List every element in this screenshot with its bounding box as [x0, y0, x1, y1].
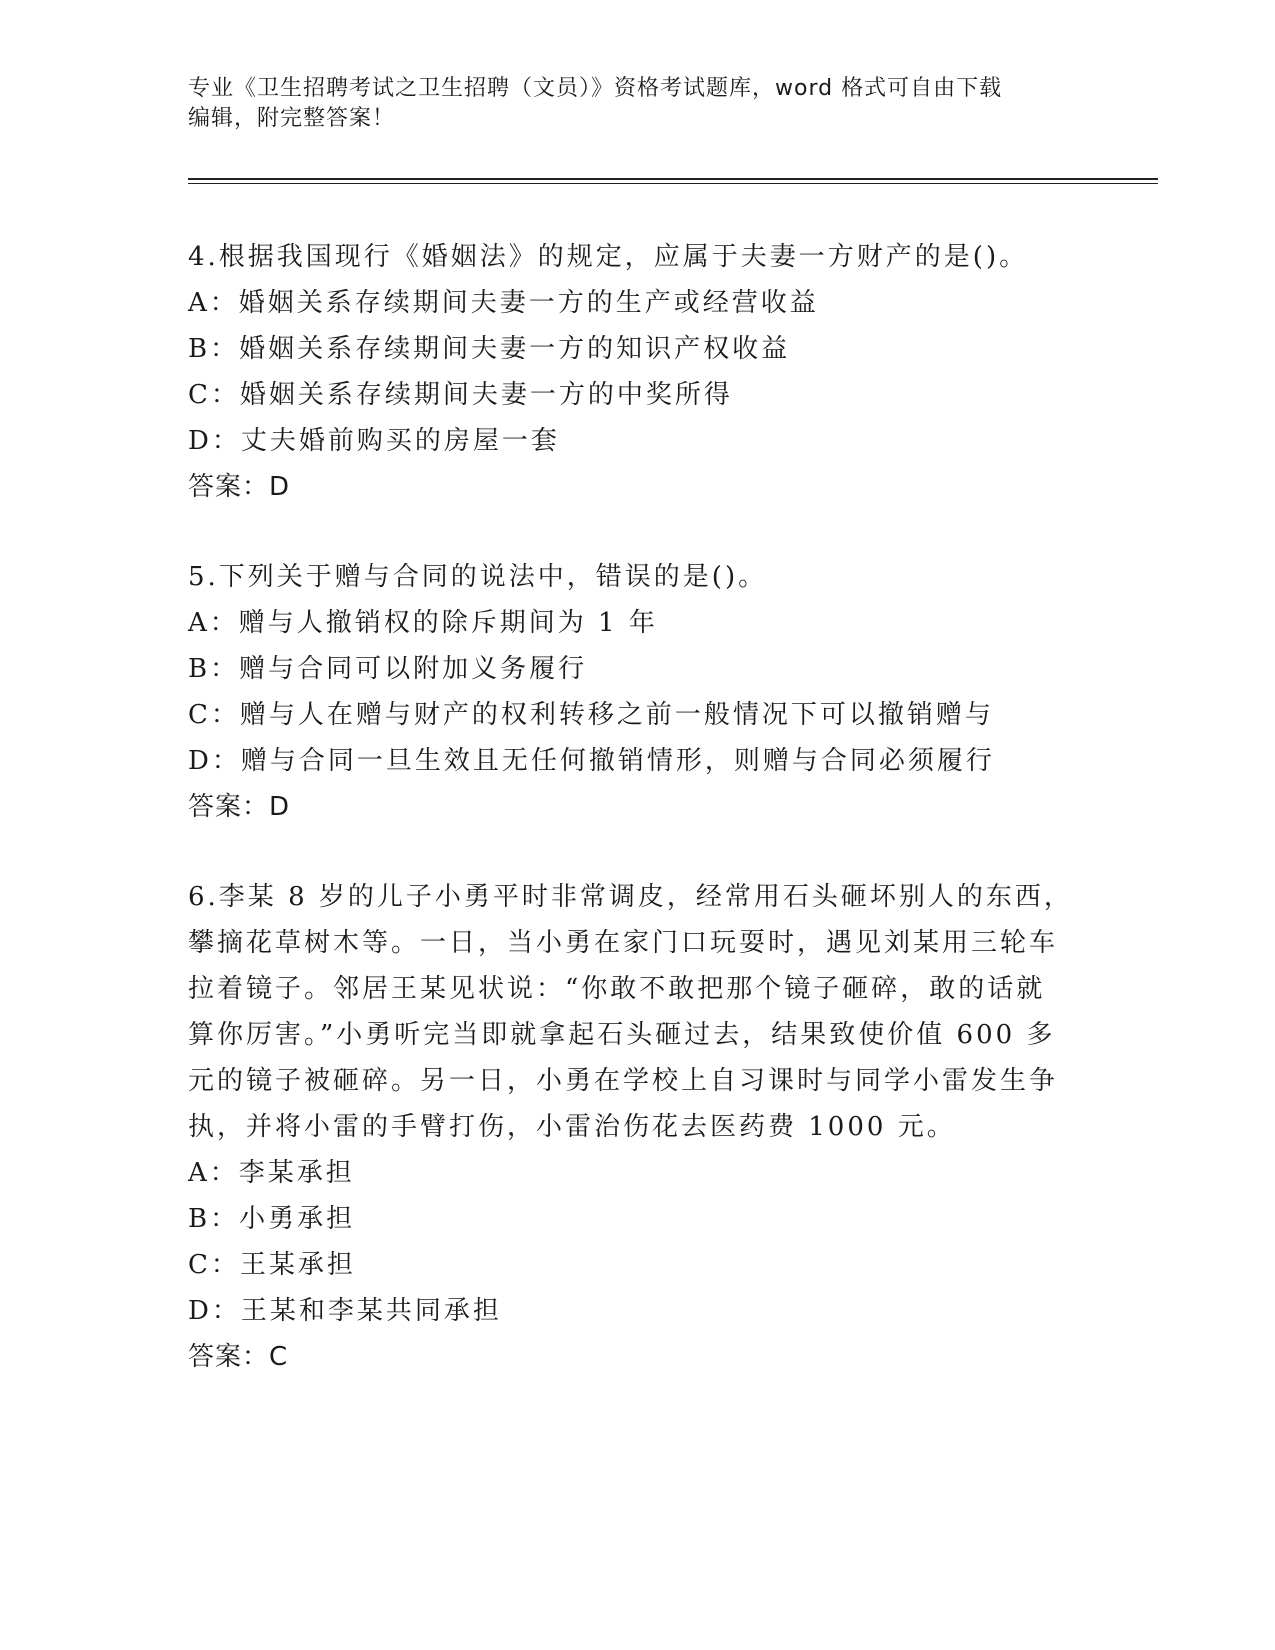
header-divider-thick: [188, 178, 1158, 180]
option-a: A：婚姻关系存续期间夫妻一方的生产或经营收益: [188, 288, 819, 318]
option-b: B：赠与合同可以附加义务履行: [188, 654, 588, 684]
header-intro-line-2: 编辑，附完整答案！: [188, 106, 396, 131]
question-stem-line: 攀摘花草树木等。一日，当小勇在家门口玩耍时，遇见刘某用三轮车: [188, 928, 1059, 958]
question-stem-line: 执，并将小雷的手臂打伤，小雷治伤花去医药费 1000 元。: [188, 1112, 956, 1142]
question-6: [188, 874, 1088, 1380]
option-c: C：赠与人在赠与财产的权利转移之前一般情况下可以撤销赠与: [188, 700, 994, 730]
question-stem: 5.下列关于赠与合同的说法中，错误的是()。: [188, 562, 768, 592]
answer-label: 答案：D: [188, 792, 291, 822]
option-c: C：王某承担: [188, 1250, 356, 1280]
option-d: D：王某和李某共同承担: [188, 1296, 502, 1326]
option-d: D：赠与合同一旦生效且无任何撤销情形，则赠与合同必须履行: [188, 746, 995, 776]
option-a: A：李某承担: [188, 1158, 355, 1188]
header-intro-line-1: 专业《卫生招聘考试之卫生招聘（文员）》资格考试题库，word 格式可自由下载: [188, 76, 1003, 101]
header-divider-thin: [188, 183, 1158, 184]
question-stem: 4.根据我国现行《婚姻法》的规定，应属于夫妻一方财产的是()。: [188, 242, 1029, 272]
answer-label: 答案：D: [188, 472, 291, 502]
option-d: D：丈夫婚前购买的房屋一套: [188, 426, 560, 456]
option-b: B：小勇承担: [188, 1204, 356, 1234]
document-header: [188, 74, 1088, 134]
answer-label: 答案：C: [188, 1342, 289, 1372]
option-a: A：赠与人撤销权的除斥期间为 1 年: [188, 608, 658, 638]
question-4: [188, 234, 1088, 510]
option-b: B：婚姻关系存续期间夫妻一方的知识产权收益: [188, 334, 791, 364]
question-stem-line: 6.李某 8 岁的儿子小勇平时非常调皮，经常用石头砸坏别人的东西，: [188, 882, 1073, 912]
question-5: [188, 554, 1088, 830]
question-stem-line: 算你厉害。”小勇听完当即就拿起石头砸过去，结果致使价值 600 多: [188, 1020, 1056, 1050]
question-stem-line: 元的镜子被砸碎。另一日，小勇在学校上自习课时与同学小雷发生争: [188, 1066, 1059, 1096]
option-c: C：婚姻关系存续期间夫妻一方的中奖所得: [188, 380, 733, 410]
question-stem-line: 拉着镜子。邻居王某见状说：“你敢不敢把那个镜子砸碎，敢的话就: [188, 974, 1046, 1004]
